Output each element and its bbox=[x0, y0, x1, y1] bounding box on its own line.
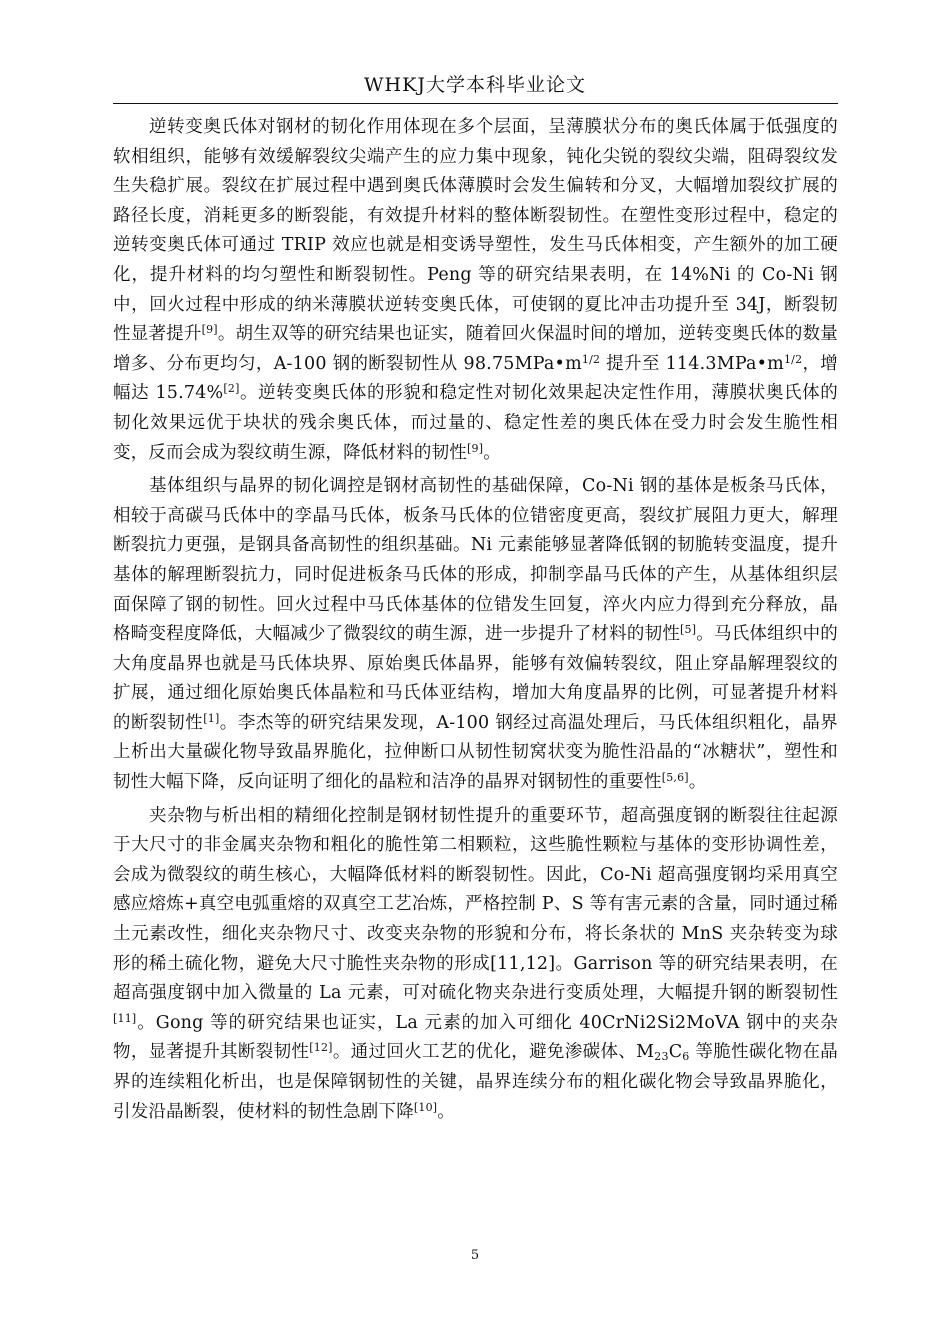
text-run: 。逆转变奥氏体的形貌和稳定性对韧化效果起决定性作用，薄膜状奥氏体的韧化效果远优于块状的残余奥氏体，而过量的、稳定性差的奥氏体在受力时会发生脆性相变，反而会成为裂纹萌生源，降低材料的韧性 bbox=[113, 383, 838, 463]
text-run: 。通过回火工艺的优化，避免渗碳体、M bbox=[332, 1042, 655, 1063]
body-text bbox=[113, 113, 838, 1127]
citation-superscript: 1/2 bbox=[581, 352, 601, 366]
text-run: 。 bbox=[483, 442, 501, 463]
citation-superscript: [12] bbox=[309, 1041, 333, 1055]
text-run: 。 bbox=[437, 1101, 455, 1122]
text-run: 提升至 114.3MPa•m bbox=[600, 353, 784, 374]
paragraph bbox=[113, 802, 838, 1128]
text-run: 。胡生双等的研究结果也证实，随着回火保温时间的增加，逆转变奥氏体的数量增多、分布更均匀，A-100 钢的断裂韧性从 98.75MPa•m bbox=[113, 324, 839, 374]
citation-superscript: [1] bbox=[203, 711, 220, 725]
citation-superscript: 1/2 bbox=[783, 352, 803, 366]
text-run: 等脆性碳化物在晶界的连续粗化析出，也是保障钢韧性的关键，晶界连续分布的粗化碳化物会导致晶界脆化，引发沿晶断裂，使材料的韧性急剧下降 bbox=[113, 1042, 838, 1122]
citation-superscript: [5] bbox=[680, 623, 697, 637]
text-run: 。马氏体组织中的大角度晶界也就是马氏体块界、原始奥氏体晶界，能够有效偏转裂纹，阻止穿晶解理裂纹的扩展，通过细化原始奥氏体晶粒和马氏体亚结构，增加大角度晶界的比例，可显著提升材料的断裂韧性 bbox=[113, 624, 838, 733]
citation-superscript: [11] bbox=[113, 1011, 137, 1025]
paragraph bbox=[113, 472, 838, 798]
paragraph bbox=[113, 113, 838, 468]
text-run: 。Gong 等的研究结果也证实，La 元素的加入可细化 40CrNi2Si2MoVA 钢中的夹杂物，显著提升其断裂韧性 bbox=[113, 1012, 838, 1063]
citation-superscript: [2] bbox=[223, 382, 240, 396]
citation-superscript: [10] bbox=[413, 1100, 438, 1114]
text-run: C bbox=[668, 1042, 683, 1063]
page-number: 5 bbox=[470, 1248, 480, 1263]
text-run: 。李杰等的研究结果发现，A-100 钢经过高温处理后，马氏体组织粗化，晶界上析出大量碳化物导致晶界脆化，拉伸断口从韧性韧窝状变为脆性沿晶的“冰糖状”，塑性和韧性大幅下降，反向证明了细化的晶粒和洁净的晶界对钢韧性的重要性 bbox=[113, 712, 838, 793]
citation-superscript: [9] bbox=[467, 441, 484, 455]
citation-superscript: [9] bbox=[201, 323, 218, 337]
header-rule bbox=[113, 103, 838, 104]
text-run: 逆转变奥氏体对钢材的韧化作用体现在多个层面，呈薄膜状分布的奥氏体属于低强度的软相组织，能够有效缓解裂纹尖端产生的应力集中现象，钝化尖锐的裂纹尖端，阻碍裂纹发生失稳扩展。裂纹在扩展过程中遇到奥氏体薄膜时会发生偏转和分叉，大幅增加裂纹扩展的路径长度，消耗更多的断裂能，有效提升材料的整体断裂韧性。在塑性变形过程中，稳定的逆转变奥氏体可通过 TRIP 效应也就是相变诱导塑性，发生马氏体相变，产生额外的加工硬化，提升材料的均匀塑性和断裂韧性。Peng 等的研究结果表明，在 14%Ni 的 Co-Ni 钢中，回火过程中形成的纳米薄膜状逆转变奥氏体，可使钢的夏比冲击功提升至 34J，断裂韧性显著提升 bbox=[113, 117, 838, 345]
text-run: 夹杂物与析出相的精细化控制是钢材韧性提升的重要环节，超高强度钢的断裂往往起源于大尺寸的非金属夹杂物和粗化的脆性第二相颗粒，这些脆性颗粒与基体的变形协调性差，会成为微裂纹的萌生核心，大幅降低材料的断裂韧性。因此，Co-Ni 超高强度钢均采用真空感应熔炼+真空电弧重熔的双真空工艺冶炼，严格控制 P、S 等有害元素的含量，同时通过稀土元素改性，细化夹杂物尺寸、改变夹杂物的形貌和分布，将长条状的 MnS 夹杂转变为球形的稀土硫化物，避免大尺寸脆性夹杂物的形成[11,12]。Garrison 等的研究结果表明，在超高强度钢中加入微量的 La 元素，可对硫化物夹杂进行变质处理，大幅提升钢的断裂韧性 bbox=[113, 805, 838, 1004]
running-header: WHKJ大学本科毕业论文 bbox=[364, 74, 586, 96]
citation-superscript: [5,6] bbox=[661, 771, 689, 785]
text-run: ，增幅达 15.74% bbox=[113, 353, 838, 404]
text-run: 基体组织与晶界的韧化调控是钢材高韧性的基础保障，Co-Ni 钢的基体是板条马氏体，相较于高碳马氏体中的孪晶马氏体，板条马氏体的位错密度更高，裂纹扩展阻力更大，解理断裂抗力更强，是钢具备高韧性的组织基础。Ni 元素能够显著降低钢的韧脆转变温度，提升基体的解理断裂抗力，同时促进板条马氏体的形成，抑制孪晶马氏体的产生，从基体组织层面保障了钢的韧性。回火过程中马氏体基体的位错发生回复，淬火内应力得到充分释放，晶格畸变程度降低，大幅减少了微裂纹的萌生源，进一步提升了材料的韧性 bbox=[113, 476, 838, 645]
text-run: 。 bbox=[688, 772, 707, 793]
subscript: 23 bbox=[654, 1050, 669, 1064]
subscript: 6 bbox=[682, 1050, 690, 1064]
